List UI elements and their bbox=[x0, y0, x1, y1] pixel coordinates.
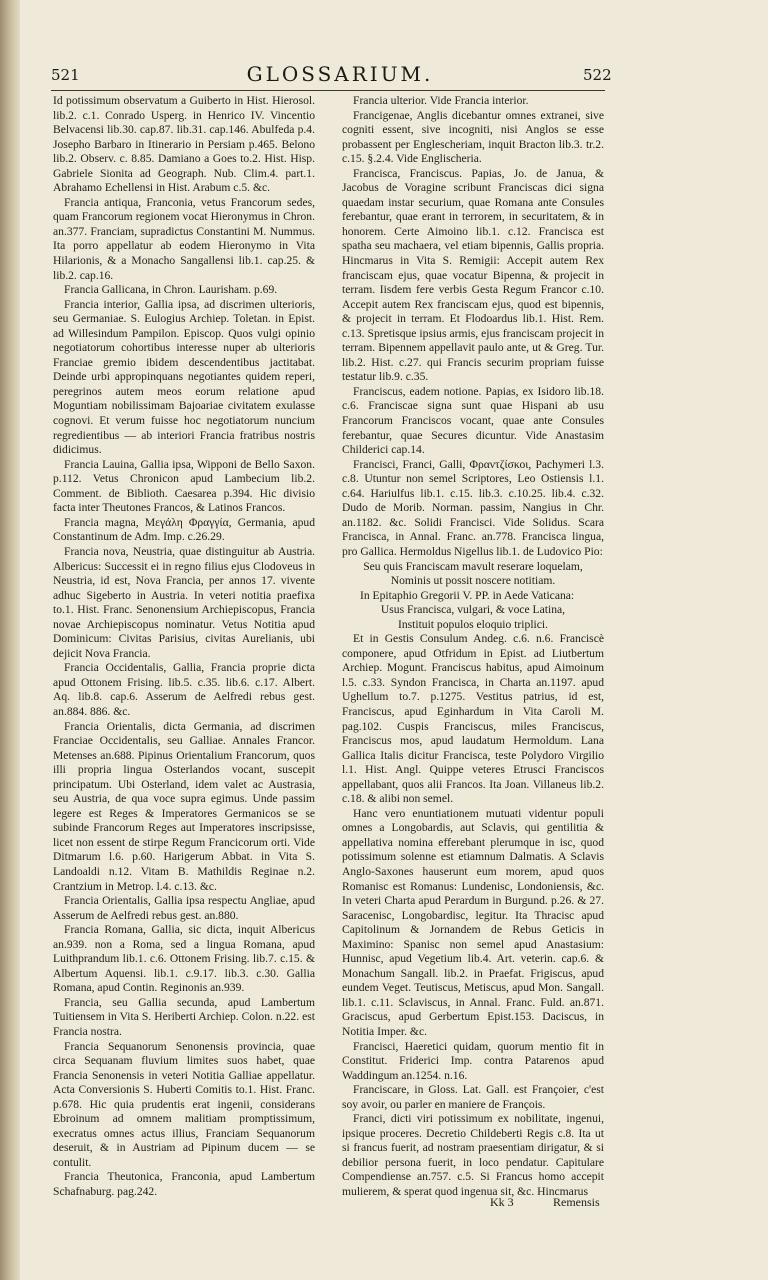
entry-gesta-consulum: Et in Gestis Consulum Andeg. c.6. n.6. Franciscè componere, apud Otfridum in Epist. ad Liutbertum Archiep. Mogunt. Franciscus habitus, apud Aimoinum l.5. c.33. Syndon Francisca, in Charta an.1197. apud Ughellum to.7. p.1275. Vestitus patrius, id est, Franciscus, apud Eginhardum in Vita Caroli M. pag.102. Cuspis Franciscus, miles Franciscus, Franciscus mos, apud laudatum Hermoldum. Lana Gallica Italis dicitur Francisca, teste Polydoro Virgilio l.1. Hist. Angl. Quippe veteres Etrusci Franciscos appellabant, quos alii Francos. Ita Joan. Villaneus lib.2. c.18. & alibi non semel. bbox=[342, 632, 604, 806]
epitaph-intro: In Epitaphio Gregorii V. PP. in Aede Vaticana: bbox=[360, 588, 575, 602]
verse-line: Usus Francisca, vulgari, & voce Latina, bbox=[380, 603, 566, 617]
entry-francia-sequanorum: Francia Sequanorum Senonensis provincia, quae circa Sequanam fluvium limites suos habet, quae Francia Senonensis in veteri Notitia Galliae appellatur. Acta Conversionis S. Huberti Comitis to.1. Hist. Franc. p.678. Hic quia prudentis erat ingenii, considerans Ebroinum ad omnem malitiam promptissimum, execratus omnes actus illius, Franciam Sequanorum deseruit, & in Austriam ad Pipinum ducem — se contulit. bbox=[53, 1039, 315, 1169]
entry-francisci: Francisci, Franci, Galli, Φραντζίσκοι, Pachymeri l.3. c.8. Utuntur non semel Scriptores, Leo Ostiensis l.1. c.64. Hariulfus lib.1. c.15. lib.3. c.10.25. lib.4. c.32. Dudo de Morib. Norman. passim, Nangius in Chr. an.1182. &c. Solidi Francisci. Vide Solidus. Scara Francisca, in Annal. Franc. an.778. Francisca lingua, pro Gallica. Hermoldus Nigellus lib.1. de Ludovico Pio: bbox=[342, 457, 604, 558]
entry-francia-romana: Francia Romana, Gallia, sic dicta, inquit Albericus an.939. non a Roma, sed a lingua Romana, apud Luithprandum lib.1. c.6. Ottonem Frising. lib.7. c.15. & Albertum Aquensi. lib.1. c.9.17. lib.3. c.30. Gallia Romana, apud Contin. Reginonis an.939. bbox=[53, 923, 315, 995]
entry-francia-magna: Francia magna, Μεγάλη Φραγγία, Germania, apud Constantinum de Adm. Imp. c.26.29. bbox=[53, 515, 315, 544]
right-page-number: 522 bbox=[583, 66, 612, 84]
entry-francia-orientalis-anglia: Francia Orientalis, Gallia ipsa respectu Angliae, apud Asserum de Aelfredi rebus gest. an.880. bbox=[53, 894, 315, 922]
entry-franciscus: Franciscus, eadem notione. Papias, ex Isidoro lib.18. c.6. Franciscae signa sunt quae Hispani ab usu Francorum Franciscos vocant, quae ante Consules ferebantur, quae Secures dicuntur. Vide Anastasim Childerici cap.14. bbox=[342, 384, 604, 457]
entry-franci: Franci, dicti viri potissimum ex nobilitate, ingenui, ipsique proceres. Decretio Childeberti Regis c.8. Ita ut si francus fuerit, ad nostram praesentiam dirigatur, & si debilior persona fuerit, in loco pendatur. Capitulare Compendiense an.757. c.5. Si Francus homo accepit mulierem, & sperat quod ingenua sit, &c. Hincmarus bbox=[342, 1112, 604, 1199]
entry-paragraph: Id potissimum observatum a Guiberto in Hist. Hierosol. lib.2. c.1. Conrado Usperg. in Henrico IV. Vincentio Belvacensi lib.30. cap.87. lib.31. cap.146. Abulfeda p.4. Josepho Barbaro in Itinerario in Persiam p.465. Belono lib.2. Observ. c. 8.85. Damiano a Goes to.2. Hist. Hisp. Gabriele Sionita ad Geograph. Nub. Clim.4. part.1. Abrahamo Echellensi in Hist. Arabum c.5. &c. bbox=[53, 94, 315, 195]
signature-mark: Kk 3 bbox=[490, 1195, 514, 1209]
entry-francia-nova: Francia nova, Neustria, quae distinguitur ab Austria. Albericus: Successit ei in regno filius ejus Clodoveus in Neustria, id est, Nova Francia, per annos 17. vivente adhuc Sigeberto in Austria. In veteri notitia praefixa to.1. Hist. Franc. Senonensium Archiepiscopus, Francia novae Archiepiscopus nominatur. Vetus Notitia apud Dominicum: Civitas Parisius, civitas Aurelianis, ubi dejicit Nova Francia. bbox=[53, 544, 315, 660]
right-column bbox=[342, 94, 604, 1199]
entry-francia-antiqua: Francia antiqua, Franconia, vetus Francorum sedes, quam Francorum regionem vocat Hieronymus in Chron. an.377. Franciam, supradictus Constantini M. Nummus. Ita porro appellatur ab eodem Hieronymo in Vita Hilarionis, & a Monacho Sangallensi lib.1. cap.25. & lib.2. cap.16. bbox=[53, 195, 315, 282]
entry-francia-interior: Francia interior, Gallia ipsa, ad discrimen ulterioris, seu Germaniae. S. Eulogius Archiep. Toletan. in Epist. ad Willesindum Pampilon. Episcop. Quos vulgi opinio negotiatorum cohortibus interesse nuper ab ulterioris Franciae gremio ibidem descendentibus jactitabat. Deinde urbi appropinquans negotiantes quidem reperi, peregrinos autem meos eorum relatione apud Moguntiam nobilissimam Bajoariae civitatem exulasse cognovi. Et verum fuisse hoc negotiatorum nuncium regredientibus — ab interiori Francia fratribus nostris didicimus. bbox=[53, 297, 315, 457]
entry-francia-lauina: Francia Lauina, Gallia ipsa, Wipponi de Bello Saxon. p.112. Vetus Chronicon apud Lambecium lib.2. Comment. de Biblioth. Caesarea p.394. Hic divisio facta inter Theutones Francos, & Latinos Francos. bbox=[53, 457, 315, 515]
entry-francia-theutonica: Francia Theutonica, Franconia, apud Lambertum Schafnaburg. pag.242. bbox=[53, 1170, 315, 1199]
header-rule bbox=[51, 90, 605, 91]
entry-francia-gallicana: Francia Gallicana, in Chron. Laurisham. p.69. bbox=[64, 283, 278, 297]
entry-francia-orientalis: Francia Orientalis, dicta Germania, ad discrimen Franciae Occidentalis, seu Galliae. Annales Francor. Metenses an.688. Pipinus Orientalium Francorum, quos illi propria lingua Osterlandos vocant, suscepit principatum. Ubi Osterland, idem valet ac Austrasia, seu Austria, de qua voce supra egimus. Unde passim legere est Reges & Imperatores Germanicos se se subinde Francorum Reges aut Imperatores inscripsisse, licet non essent de stirpe Regum Francicorum orti. Vide Ditmarum l.6. p.60. Harigerum Abbat. in Vita S. Landoaldi n.12. Vitam B. Mathildis Reginae n.2. Crantzium in Metrop. l.4. c.13. &c. bbox=[53, 719, 315, 893]
entry-francisci-haeretici: Francisci, Haeretici quidam, quorum mentio fit in Constitut. Friderici Imp. contra Patarenos apud Waddingum an.1254. n.16. bbox=[342, 1039, 604, 1082]
verse-line: Seu quis Franciscam mavult reserare loquelam, bbox=[363, 559, 583, 573]
entry-francisca: Francisca, Franciscus. Papias, Jo. de Janua, & Jacobus de Voragine scribunt Franciscas dici signa quaedam instar securium, quae Romana ante Consules ferebantur, quae erant in terrorem, in securitatem, & in honorem. Certe Aimoino lib.1. c.12. Francisca est spatha seu machaera, vel etiam bipennis, Gallis propria. Hincmarus in Vita S. Remigii: Accepit autem Rex franciscam ejus, quae vocatur Bipenna, & projecit in terram. Iisdem fere verbis Gesta Regum Francor c.10. Accepit autem Rex franciscam ejus, quod est bipennis, & projecit in terram. Et Flodoardus lib.1. Hist. Rem. c.13. Spretisque ipsius armis, ejus franciscam projecit in terram. Bipennem appellavit paulo ante, ut & Greg. Tur. lib.2. Hist. c.27. qui Francis securim propriam fuisse testatur lib.9. c.35. bbox=[342, 166, 604, 384]
entry-franciscare: Franciscare, in Gloss. Lat. Gall. est Françoier, c'est soy avoir, ou parler en maniere de François. bbox=[342, 1083, 604, 1111]
left-page-number: 521 bbox=[51, 66, 80, 84]
entry-francia-occidentalis: Francia Occidentalis, Gallia, Francia proprie dicta apud Ottonem Frising. lib.5. c.35. lib.6. c.17. Albert. Aq. lib.8. cap.6. Asserum de Aelfredi rebus gest. an.884. 886. &c. bbox=[53, 661, 315, 718]
entry-enuntiatio: Hanc vero enuntiationem mutuati videntur populi omnes a Longobardis, aut Sclavis, qui gentilitia & appellativa nomina efferebant plerumque in isc, quod potissimum solenne est etiamnum Dalmatis. A Sclavis Anglo-Saxones hauserunt eum morem, apud quos Romanisc est Romanus: Lundenisc, Londoniensis, &c. In veteri Charta apud Perardum in Burgund. p.26. & 27. Saracenisc, Longobardisc, legitur. Ita Thracisc apud Capitolinum & Jornandem de Rebus Geticis in Maximino: Spanisc non semel apud Anastasium: Hunnisc, apud Vegetium lib.4. Art. veterin. cap.6. & Monachum Sangall. lib.2. in Praefat. Frigiscus, apud eundem Veget. Teutiscus, Metiscus, apud Mon. Sangall. lib.1. c.11. Sclaviscus, in Annal. Franc. Fuld. an.871. Graciscus, apud Gerbertum Epist.153. Daciscus, in Notitia Imper. &c. bbox=[342, 806, 604, 1038]
running-title: GLOSSARIUM. bbox=[246, 62, 434, 86]
entry-francia-ulterior: Francia ulterior. Vide Francia interior. bbox=[353, 94, 529, 107]
entry-francigenae: Francigenae, Anglis dicebantur omnes extranei, sive cogniti essent, sive incogniti, nisi Anglos se esse probassent per Englescheriam, inquit Bracton lib.3. tr.2. c.15. §.2.4. Vide Englischeria. bbox=[342, 108, 604, 166]
entry-francia-secunda: Francia, seu Gallia secunda, apud Lambertum Tuitiensem in Vita S. Heriberti Archiep. Colon. n.22. est Francia nostra. bbox=[53, 995, 315, 1038]
book-page bbox=[20, 0, 768, 1280]
catchword: Remensis bbox=[553, 1195, 600, 1209]
verse-line: Instituit populos eloquio triplici. bbox=[397, 617, 549, 631]
book-binding-gutter bbox=[0, 0, 20, 1280]
left-column bbox=[53, 94, 315, 1199]
verse-line: Nominis ut possit noscere notitiam. bbox=[390, 574, 556, 588]
